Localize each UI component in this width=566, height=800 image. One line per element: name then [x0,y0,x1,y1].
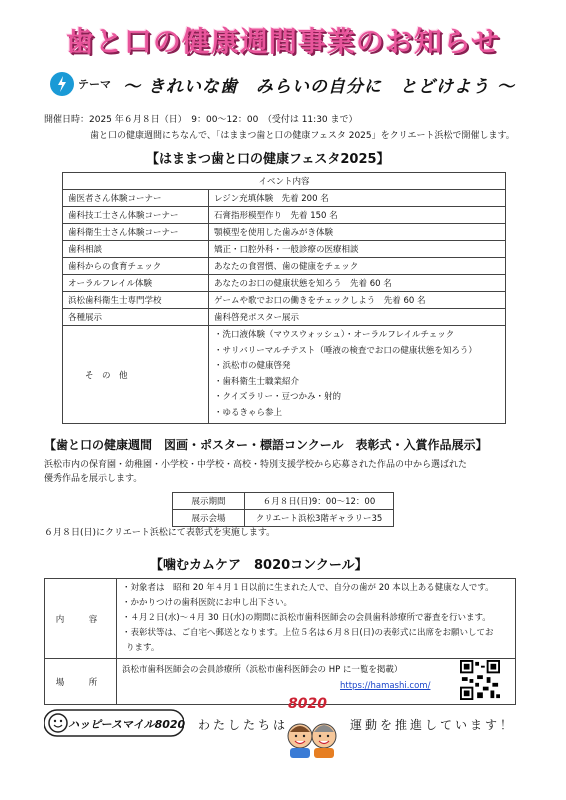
table-cell: ゲームや歌でお口の働きをチェックしよう 先着 60 名 [209,292,506,309]
table-cell: あなたの食習慣、歯の健康をチェック [209,258,506,275]
table-row [63,258,506,275]
table-row [173,510,394,527]
festa-heading: 【はままつ歯と口の健康フェスタ2025】 [146,152,390,167]
table-row [63,292,506,309]
kamu-table [44,578,516,705]
qr-code-icon[interactable] [460,660,500,700]
theme-logo-icon [50,72,74,96]
table-cell: 歯科相談 [63,241,209,258]
footer-text-right: 運動を推進しています！ [350,718,516,732]
theme-label: テーマ [78,78,111,91]
table-cell: クリエート浜松3階ギャラリー35 [245,510,394,527]
list-item: ・浜松市の健康啓発 [214,361,291,371]
table-cell: レジン充填体験 先着 200 名 [209,190,506,207]
table-cell: 展示期間 [173,493,245,510]
other-list [209,326,506,424]
footer-text-left: わたしたちは [198,718,289,732]
theme-row [50,68,515,100]
list-item: ・表彰状等は、ご自宅へ郵送となります。上位５名は６月８日(日)の表彰式に出席をお願いしてお [122,628,494,638]
festa-table [62,172,506,424]
table-row [63,207,506,224]
list-item: ります。 [126,643,160,653]
ceremony-note: ６月８日(日)にクリエート浜松にて表彰式を実施します。 [44,528,276,538]
table-row [45,579,516,659]
table-row [63,224,506,241]
hamashi-link[interactable]: https://hamashi.com/ [340,681,431,691]
table-cell: 歯医者さん体験コーナー [63,190,209,207]
table-cell: 矯正・口腔外科・一般診療の医療相談 [209,241,506,258]
event-date: 開催日時：2025 年６月８日（日） 9：00～12：00 （受付は 11:30 まで） [44,115,358,125]
table-cell: オーラルフレイル体験 [63,275,209,292]
place-text: 浜松市歯科医師会の会員診療所（浜松市歯科医師会の HP に一覧を掲載） [122,665,403,675]
other-label: そ の 他 [63,326,209,424]
list-item: ・クイズラリー・豆つかみ・射的 [214,392,341,402]
table-row [45,659,516,705]
mascot-8020-number: 8020 [288,696,327,712]
place-label: 場 所 [45,659,117,705]
contest-heading: 【歯と口の健康週間 図画・ポスター・標語コンクール 表彰式・入賞作品展示】 [44,438,488,452]
table-cell: あなたのお口の健康状態を知ろう 先着 60 名 [209,275,506,292]
list-item: ・歯科衛生士職業紹介 [214,376,300,387]
festa-table-header: イベント内容 [63,173,506,190]
table-cell: 各種展示 [63,309,209,326]
list-item: ・洗口液体験（マウスウォッシュ）・オーラルフレイルチェック [214,330,455,340]
table-cell: 展示会場 [173,510,245,527]
list-item: ・ゆるきゃら参上 [214,407,283,418]
table-row-other [63,326,506,424]
table-cell: 石膏指形模型作り 先着 150 名 [209,207,506,224]
table-row [63,190,506,207]
kamu-heading: 【噛むカムケア 8020コンクール】 [150,558,368,573]
display-table [172,492,394,527]
page-title: 歯と口の健康週間事業のお知らせ [65,25,501,58]
list-item: ・かかりつけの歯科医院にお申し出下さい。 [122,598,293,608]
table-row [63,309,506,326]
contest-desc-line2: 優秀作品を展示します。 [44,474,143,484]
theme-text: ～ きれいな歯 みらいの自分に とどけよう ～ [123,76,515,97]
content-label: 内 容 [45,579,117,659]
contest-desc-line1: 浜松市内の保育園・幼稚園・小学校・中学校・高校・特別支援学校から応募された作品の中から選ばれた [44,460,468,470]
table-cell: 歯科衛生士さん体験コーナー [63,224,209,241]
table-row [63,275,506,292]
list-item: ・対象者は 昭和 20 年４月１日以前に生まれた人で、自分の歯が 20 本以上ある健康な人です。 [122,583,494,593]
table-cell: 歯科啓発ポスター展示 [209,309,506,326]
event-intro: 歯と口の健康週間にちなんで、「はままつ歯と口の健康フェスタ 2025」をクリエート浜松で開催します。 [90,131,515,141]
table-row [63,241,506,258]
table-cell: ６月８日(日)9：00～12：00 [245,493,394,510]
table-cell: 顎模型を使用した歯みがき体験 [209,224,506,241]
table-cell: 浜松歯科衛生士専門学校 [63,292,209,309]
table-row [173,493,394,510]
list-item: ・サリバリーマルチテスト（唾液の検査でお口の健康状態を知ろう） [214,345,477,356]
footer-logo-text: ハッピースマイル8020 [68,718,186,731]
table-cell: 歯科からの食育チェック [63,258,209,275]
list-item: ・４月２日(水)～４月 30 日(水)の期間に浜松市歯科医師会の会員歯科診療所で審査を行います。 [122,613,491,623]
table-cell: 歯科技工士さん体験コーナー [63,207,209,224]
content-list [117,579,516,659]
